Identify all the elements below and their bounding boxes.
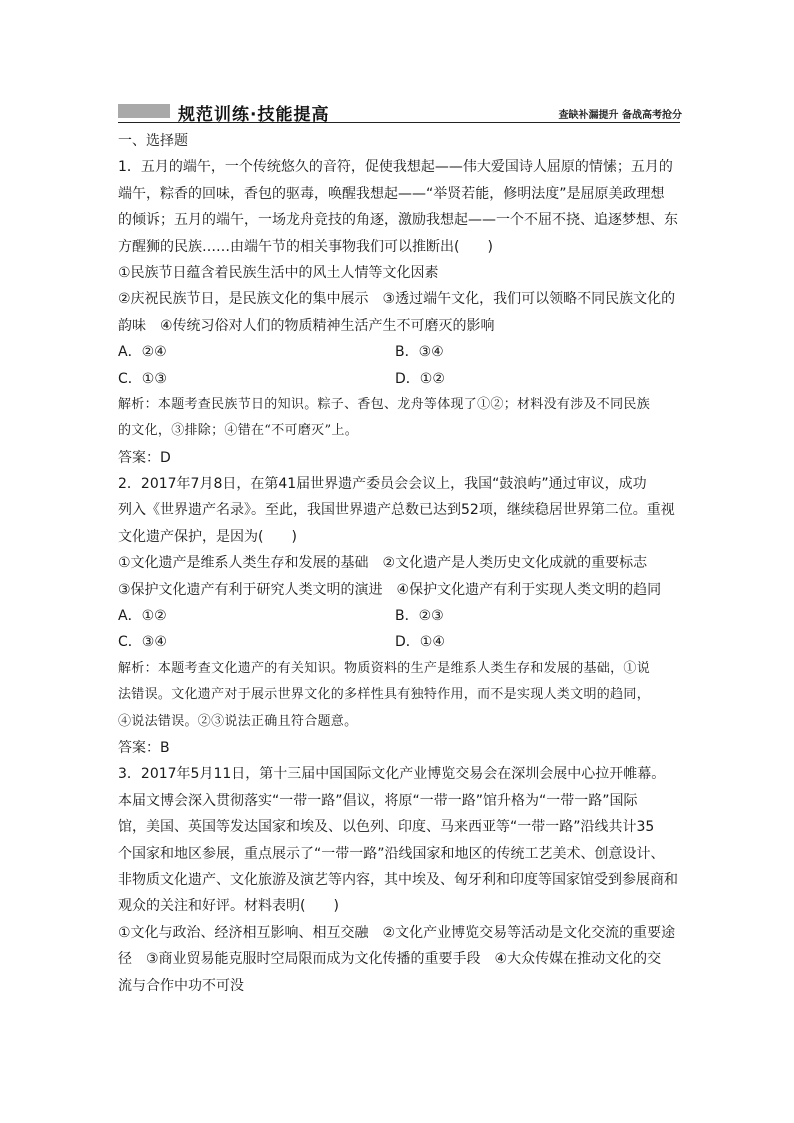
question-text-line: 个国家和地区参展，重点展示了“一带一路”沿线国家和地区的传统工艺美术、创意设计、 [118,845,665,862]
question-text-line: 本届文博会深入贯彻落实“一带一路”倡议，将原“一带一路”馆升格为“一带一路”国际 [118,792,638,809]
question-text-line: 非物质文化遗产、文化旅游及演艺等内容，其中埃及、匈牙利和印度等国家馆受到参展商和 [118,871,678,888]
header-title: 规范训练·技能提高 [178,105,330,125]
question-text-line: 2．2017年7月8日，在第41届世界遗产委员会会议上，我国“鼓浪屿”通过审议，成功 [118,476,647,493]
exercise-content [118,128,678,999]
options-row [118,629,678,655]
question-text-line: 的倾诉；五月的端午，一场龙舟竞技的角逐，激励我想起——一个不屈不挠、追逐梦想、东 [118,212,678,229]
answer: 答案：B [118,739,170,756]
statement-line: ①文化与政治、经济相互影响、相互交融 ②文化产业博览交易等活动是文化交流的重要途 [118,924,676,941]
question-text-line: 馆，美国、英国等发达国家和埃及、以色列、印度、马来西亚等“一带一路”沿线共计35 [118,819,655,836]
question-2 [118,471,678,761]
question-text-line: 方醒狮的民族……由端午节的相关事物我们可以推断出( ) [118,238,493,255]
option-d[interactable]: D．①④ [395,634,445,651]
options-row [118,603,678,629]
answer: 答案：D [118,449,171,466]
question-text-line: 端午，粽香的回味，香包的驱毒，唤醒我想起——“举贤若能，修明法度”是屈原美政理想 [118,185,665,202]
question-text-line: 1．五月的端午，一个传统悠久的音符，促使我想起——伟大爱国诗人屈原的情愫；五月的 [118,159,673,176]
statement-line: ③保护文化遗产有利于研究人类文明的演进 ④保护文化遗产有利于实现人类文明的趋同 [118,581,662,598]
statement-line: 韵味 ④传统习俗对人们的物质精神生活产生不可磨灭的影响 [118,317,495,334]
options-row [118,339,678,365]
section-title: 一、选择题 [118,133,188,149]
option-a[interactable]: A．②④ [118,344,167,361]
header-tagline: 查缺补漏提升 备战高考抢分 [558,110,682,121]
header-divider [118,122,680,123]
analysis-line: 的文化，③排除；④错在“不可磨灭”上。 [118,423,358,439]
option-d[interactable]: D．①② [395,370,445,387]
option-b[interactable]: B．③④ [395,344,444,361]
analysis-line: 解析：本题考查文化遗产的有关知识。物质资料的生产是维系人类生存和发展的基础，①说 [118,660,651,676]
question-text-line: 观众的关注和好评。材料表明( ) [118,898,339,915]
option-c[interactable]: C．①③ [118,370,167,387]
question-text-line: 3．2017年5月11日，第十三届中国国际文化产业博览交易会在深圳会展中心拉开帷幕。 [118,766,666,783]
statement-line: ①文化遗产是维系人类生存和发展的基础 ②文化遗产是人类历史文化成就的重要标志 [118,555,648,572]
statement-line: ①民族节日蕴含着民族生活中的风土人情等文化因素 [118,264,439,281]
statement-line: 流与合作中功不可没 [118,977,244,994]
option-b[interactable]: B．②③ [395,608,444,625]
options-row [118,366,678,392]
analysis-line: 解析：本题考查民族节日的知识。粽子、香包、龙舟等体现了①②；材料没有涉及不同民族 [118,396,651,412]
question-text-line: 列入《世界遗产名录》。至此，我国世界遗产总数已达到52项，继续稳居世界第二位。重视 [118,502,675,519]
page-header [118,100,682,125]
option-a[interactable]: A．①② [118,608,167,625]
statement-line: ②庆祝民族节日，是民族文化的集中展示 ③透过端午文化，我们可以领略不同民族文化的 [118,291,676,308]
question-1 [118,154,678,471]
analysis-line: 法错误。文化遗产对于展示世界文化的多样性具有独特作用，而不是实现人类文明的趋同， [118,687,651,703]
question-3 [118,761,678,999]
statement-line: 径 ③商业贸易能克服时空局限而成为文化传播的重要手段 ④大众传媒在推动文化的交 [118,951,662,968]
option-c[interactable]: C．③④ [118,634,167,651]
analysis-line: ④说法错误。②③说法正确且符合题意。 [118,713,358,729]
header-decoration-bar [118,104,170,118]
question-text-line: 文化遗产保护，是因为( ) [118,528,297,545]
